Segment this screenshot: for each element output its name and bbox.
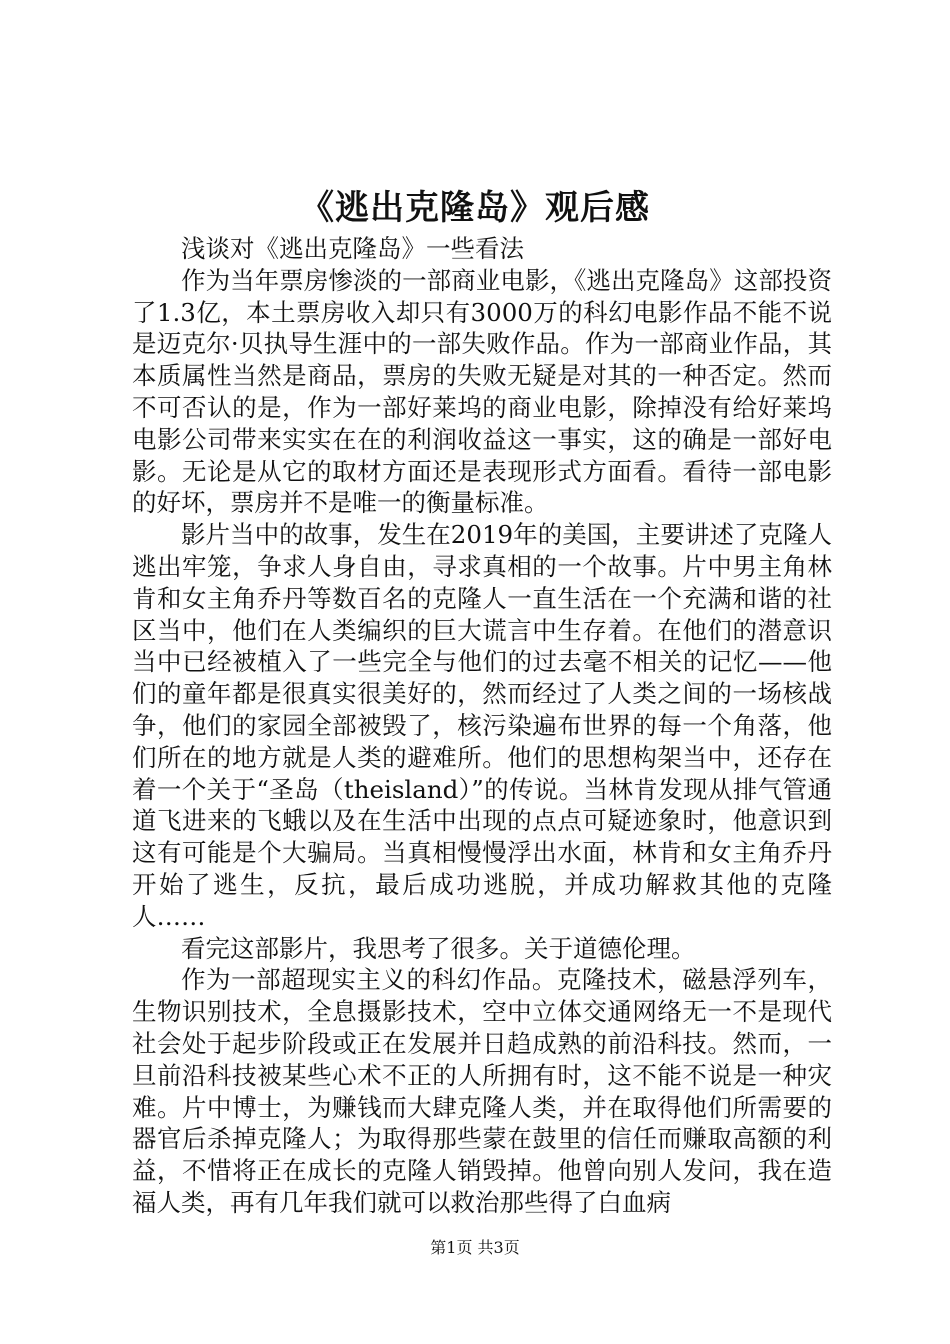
page-number: 第1页 共3页 [430, 1238, 520, 1257]
paragraph-1: 作为当年票房惨淡的一部商业电影，《逃出克隆岛》这部投资了1.3亿，本土票房收入却只有3000万的科幻电影作品不能不说是迈克尔·贝执导生涯中的一部失败作品。作为一部商业作品，其本质属性当然是商品，票房的失败无疑是对其的一种否定。然而不可否认的是，作为一部好莱坞的商业电影，除掉没有给好莱坞电影公司带来实实在在的利润收益这一事实，这的确是一部好电影。无论是从它的取材方面还是表现形式方面看。看待一部电影的好坏，票房并不是唯一的衡量标准。 [132, 265, 832, 518]
document-title: 《逃出克隆岛》观后感 [300, 188, 650, 228]
paragraph-4: 作为一部超现实主义的科幻作品。克隆技术，磁悬浮列车，生物识别技术，全息摄影技术，空中立体交通网络无一不是现代社会处于起步阶段或正在发展并日趋成熟的前沿科技。然而，一旦前沿科技被某些心术不正的人所拥有时，这不能不说是一种灾难。片中博士，为赚钱而大肆克隆人类，并在取得他们所需要的器官后杀掉克隆人；为取得那些蒙在鼓里的信任而赚取高额的利益，不惜将正在成长的克隆人销毁掉。他曾向别人发问，我在造福人类，再有几年我们就可以救治那些得了白血病 [132, 965, 832, 1217]
document-body [132, 233, 832, 1219]
paragraph-3: 看完这部影片，我思考了很多。关于道德伦理。 [181, 933, 696, 963]
paragraph-subtitle: 浅谈对《逃出克隆岛》一些看法 [181, 234, 524, 263]
paragraph-2: 影片当中的故事，发生在2019年的美国，主要讲述了克隆人逃出牢笼，争求人身自由，寻求真相的一个故事。片中男主角林肯和女主角乔丹等数百名的克隆人一直生活在一个充满和谐的社区当中，他们在人类编织的巨大谎言中生存着。在他们的潜意识当中已经被植入了一些完全与他们的过去毫不相关的记忆——他们的童年都是很真实很美好的，然而经过了人类之间的一场核战争，他们的家园全部被毁了，核污染遍布世界的每一个角落，他们所在的地方就是人类的避难所。他们的思想构架当中，还存在着一个关于“圣岛（theisland）”的传说。当林肯发现从排气管通道飞进来的飞蛾以及在生活中出现的点点可疑迹象时，他意识到这有可能是个大骗局。当真相慢慢浮出水面，林肯和女主角乔丹开始了逃生，反抗，最后成功逃脱，并成功解救其他的克隆人…… [132, 520, 832, 931]
